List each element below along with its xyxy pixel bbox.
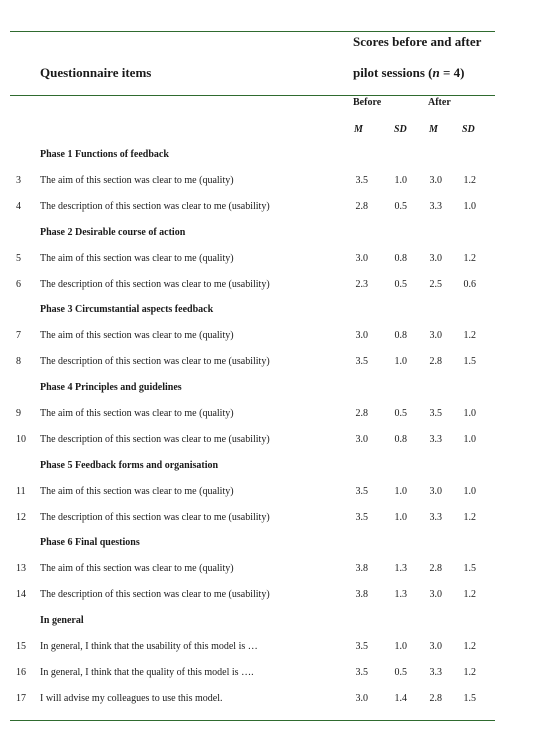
after-mean-value: 3.0 <box>429 589 442 600</box>
item-number: 14 <box>16 589 26 600</box>
section-title: Phase 5 Feedback forms and organisation <box>40 460 219 471</box>
item-number: 10 <box>16 434 26 445</box>
after-mean-value: 3.5 <box>429 408 442 419</box>
before-sd-header: SD <box>394 124 407 135</box>
before-mean-value: 2.8 <box>355 408 368 419</box>
after-sd-value: 1.5 <box>463 356 476 367</box>
after-sd-value: 1.2 <box>463 589 476 600</box>
before-sd-value: 1.3 <box>394 563 407 574</box>
after-mean-header: M <box>429 124 438 135</box>
before-sd-value: 1.0 <box>394 175 407 186</box>
item-number: 5 <box>16 253 21 264</box>
before-mean-value: 3.0 <box>355 330 368 341</box>
after-sd-value: 1.0 <box>463 408 476 419</box>
before-mean-value: 3.5 <box>355 356 368 367</box>
after-mean-value: 3.3 <box>429 512 442 523</box>
before-sd-value: 0.8 <box>394 253 407 264</box>
after-sd-value: 1.0 <box>463 434 476 445</box>
before-mean-value: 3.5 <box>355 512 368 523</box>
before-sd-value: 0.5 <box>394 667 407 678</box>
before-sd-value: 1.0 <box>394 486 407 497</box>
header-rule <box>10 95 495 96</box>
item-number: 4 <box>16 201 21 212</box>
section-title: Phase 2 Desirable course of action <box>40 227 186 238</box>
item-number: 9 <box>16 408 21 419</box>
item-text: In general, I think that the usability of this model is … <box>40 641 258 652</box>
item-number: 16 <box>16 667 26 678</box>
before-mean-value: 3.0 <box>355 693 368 704</box>
top-rule <box>10 31 495 32</box>
item-text: The description of this section was clear to me (usability) <box>40 434 270 445</box>
item-number: 17 <box>16 693 26 704</box>
before-mean-value: 3.8 <box>355 563 368 574</box>
item-text: The aim of this section was clear to me (quality) <box>40 253 234 264</box>
item-text: I will advise my colleagues to use this model. <box>40 693 223 704</box>
before-mean-value: 3.0 <box>355 434 368 445</box>
item-text: The aim of this section was clear to me (quality) <box>40 486 234 497</box>
item-number: 11 <box>16 486 26 497</box>
before-mean-value: 2.3 <box>355 279 368 290</box>
after-mean-value: 2.8 <box>429 356 442 367</box>
before-mean-value: 3.8 <box>355 589 368 600</box>
before-sd-value: 0.5 <box>394 201 407 212</box>
after-mean-value: 3.0 <box>429 486 442 497</box>
after-sd-value: 0.6 <box>463 279 476 290</box>
scores-header-line1: Scores before and after <box>353 34 482 49</box>
after-mean-value: 3.3 <box>429 201 442 212</box>
item-number: 7 <box>16 330 21 341</box>
item-text: The aim of this section was clear to me (quality) <box>40 563 234 574</box>
item-text: The description of this section was clear to me (usability) <box>40 201 270 212</box>
scores-header-prefix: pilot sessions ( <box>353 65 433 80</box>
section-title: Phase 3 Circumstantial aspects feedback <box>40 304 214 315</box>
after-mean-value: 3.0 <box>429 253 442 264</box>
item-text: The description of this section was clear to me (usability) <box>40 356 270 367</box>
after-sd-header: SD <box>462 124 475 135</box>
sample-size-symbol: n <box>432 65 440 80</box>
item-text: The aim of this section was clear to me (quality) <box>40 330 234 341</box>
before-sd-value: 0.5 <box>394 408 407 419</box>
after-sd-value: 1.0 <box>463 486 476 497</box>
item-text: In general, I think that the quality of this model is …. <box>40 667 254 678</box>
before-group-label: Before <box>353 97 382 108</box>
after-mean-value: 3.0 <box>429 175 442 186</box>
item-number: 12 <box>16 512 26 523</box>
after-mean-value: 3.0 <box>429 641 442 652</box>
item-text: The aim of this section was clear to me (quality) <box>40 175 234 186</box>
after-mean-value: 3.3 <box>429 434 442 445</box>
item-number: 6 <box>16 279 21 290</box>
before-sd-value: 1.0 <box>394 512 407 523</box>
before-mean-header: M <box>354 124 363 135</box>
item-number: 13 <box>16 563 26 574</box>
items-column-header: Questionnaire items <box>40 65 152 80</box>
before-sd-value: 0.8 <box>394 330 407 341</box>
before-mean-value: 3.5 <box>355 486 368 497</box>
after-sd-value: 1.2 <box>463 330 476 341</box>
after-sd-value: 1.2 <box>463 175 476 186</box>
item-number: 8 <box>16 356 21 367</box>
before-sd-value: 1.3 <box>394 589 407 600</box>
scores-header-line2 <box>353 66 464 79</box>
after-mean-value: 2.8 <box>429 563 442 574</box>
before-mean-value: 3.0 <box>355 253 368 264</box>
after-mean-value: 3.3 <box>429 667 442 678</box>
section-title: Phase 4 Principles and guidelines <box>40 382 182 393</box>
item-text: The description of this section was clear to me (usability) <box>40 279 270 290</box>
after-sd-value: 1.5 <box>463 693 476 704</box>
before-mean-value: 3.5 <box>355 667 368 678</box>
before-sd-value: 1.4 <box>394 693 407 704</box>
item-number: 3 <box>16 175 21 186</box>
item-text: The description of this section was clear to me (usability) <box>40 512 270 523</box>
section-title: Phase 1 Functions of feedback <box>40 149 169 160</box>
bottom-rule <box>10 720 495 721</box>
scores-header-suffix: = 4) <box>439 65 465 80</box>
item-number: 15 <box>16 641 26 652</box>
after-sd-value: 1.2 <box>463 641 476 652</box>
after-mean-value: 2.8 <box>429 693 442 704</box>
before-mean-value: 3.5 <box>355 175 368 186</box>
after-sd-value: 1.2 <box>463 512 476 523</box>
section-title: Phase 6 Final questions <box>40 537 140 548</box>
before-sd-value: 0.8 <box>394 434 407 445</box>
before-sd-value: 1.0 <box>394 641 407 652</box>
before-sd-value: 1.0 <box>394 356 407 367</box>
after-sd-value: 1.2 <box>463 667 476 678</box>
after-sd-value: 1.2 <box>463 253 476 264</box>
item-text: The description of this section was clear to me (usability) <box>40 589 270 600</box>
after-mean-value: 2.5 <box>429 279 442 290</box>
after-mean-value: 3.0 <box>429 330 442 341</box>
after-group-label: After <box>428 97 451 108</box>
before-sd-value: 0.5 <box>394 279 407 290</box>
before-mean-value: 2.8 <box>355 201 368 212</box>
after-sd-value: 1.5 <box>463 563 476 574</box>
item-text: The aim of this section was clear to me (quality) <box>40 408 234 419</box>
section-title: In general <box>40 615 84 626</box>
before-mean-value: 3.5 <box>355 641 368 652</box>
after-sd-value: 1.0 <box>463 201 476 212</box>
